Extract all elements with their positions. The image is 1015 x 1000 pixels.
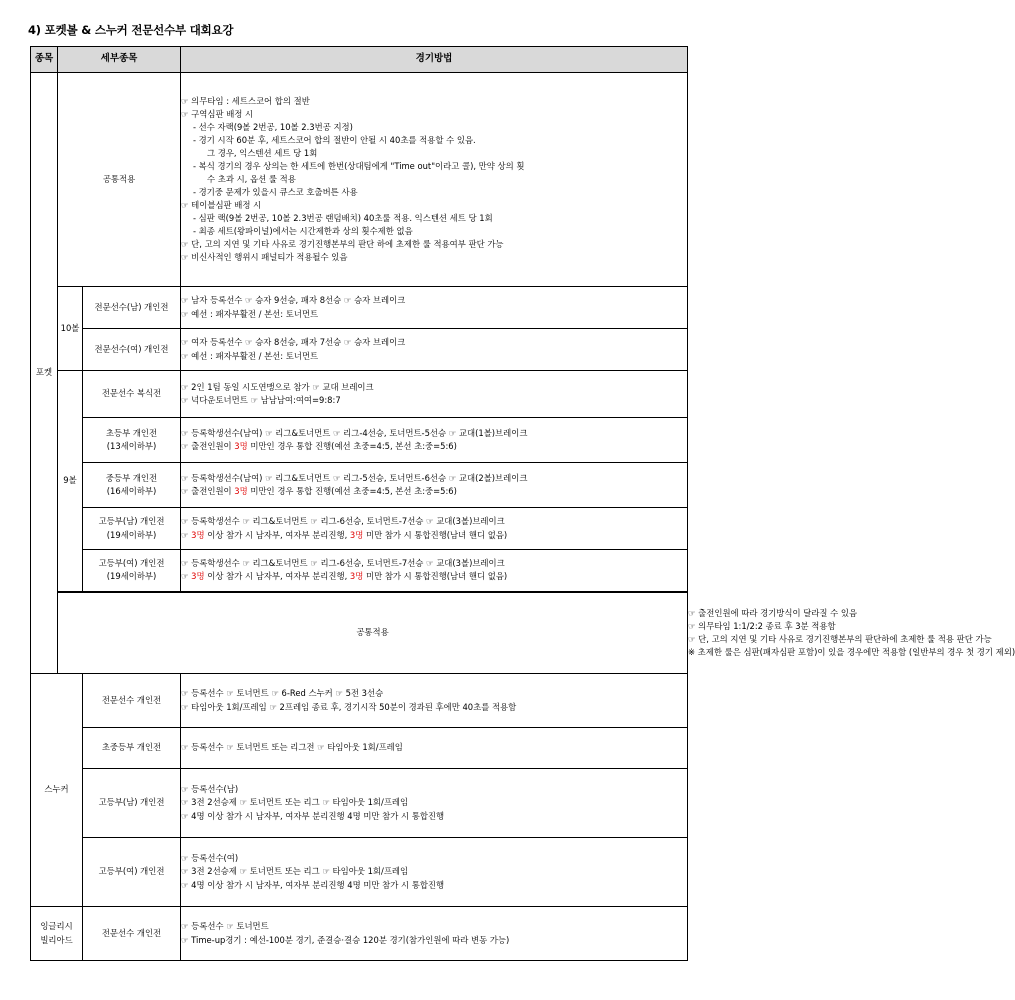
rule-line: - 선수 자랙(9볼 2번공, 10볼 2.3번공 지정) — [193, 121, 353, 132]
highlight-count: 3명 — [234, 441, 248, 451]
rule-line: ☞ 3전 2선승제 ☞ 토너먼트 또는 리그 ☞ 타임아웃 1회/프레임 — [181, 797, 409, 808]
row-label: 전문선수 복식전 — [83, 371, 181, 418]
row-label: 전문선수(여) 개인전 — [83, 329, 181, 371]
rule-line: ☞ 테이블심판 배정 시 — [181, 200, 262, 211]
highlight-count: 3명 — [191, 571, 205, 582]
rule-line: 수 초과 시, 옵션 룰 적용 — [207, 173, 296, 184]
row-label-sub: (16세이하부) — [106, 486, 157, 496]
table-row — [31, 371, 688, 418]
table-row — [31, 73, 688, 287]
table-row — [31, 508, 688, 550]
rules-cell — [181, 287, 688, 329]
table-row: 공통적용 ☞ 출전인원에 따라 경기방식이 달라질 수 있음 ☞ 의무타임 1:1/2:2 종료 후 3분 적용함 ☞ 단, 고의 지연 및 기타 사유로 경기진행본부의 판단하에 초제한 룰 적용 판단 가능 ※ 초제한 룰은 심판(패자심판 포함)이 있을 경우에만 적용함 (일반부의 경우 첫 경기 제외) — [31, 592, 688, 674]
header-event: 세부종목 — [58, 47, 181, 73]
row-label-main: 고등부(남) 개인전 — [98, 516, 165, 527]
rule-line: ☞ 등록선수 ☞ 토너먼트 ☞ 6-Red 스누커 ☞ 5전 3선승 — [181, 688, 384, 699]
rule-line: ☞ Time-up경기 : 예선-100분 경기, 준결승·결승 120분 경기(참가인원에 따라 변동 가능) — [181, 934, 510, 945]
row-label — [83, 463, 181, 508]
rule-line: 그 경우, 익스텐션 세트 당 1회 — [207, 147, 318, 158]
rule-text: 이상 참가 시 남자부, 여자부 분리진행, — [204, 529, 350, 540]
header-method: 경기방법 — [181, 47, 688, 73]
rule-line: ☞ 타임아웃 1회/프레임 ☞ 2프레임 종료 후, 경기시작 50분이 경과된 후에만 40초를 적용함 — [181, 701, 517, 712]
rules-cell — [181, 463, 688, 508]
table-row — [31, 838, 688, 907]
row-label-sub: (13세이하부) — [106, 441, 157, 451]
rule-text: 미만인 경우 통합 진행(예선 초중=4:5, 본선 초:중=5:6) — [247, 486, 457, 496]
rule-line: ☞ 3전 2선승제 ☞ 토너먼트 또는 리그 ☞ 타임아웃 1회/프레임 — [181, 866, 409, 877]
rules-cell — [181, 508, 688, 550]
rule-line: ☞ 등록학생선수 ☞ 리그&토너먼트 ☞ 리그-6선승, 토너먼트-7선승 ☞ 교대(3볼)브레이크 — [181, 558, 505, 569]
rule-line: ☞ 여자 등록선수 ☞ 승자 8선승, 패자 7선승 ☞ 승자 브레이크 — [181, 337, 406, 348]
rule-text: 미만 참가 시 통합진행(남녀 핸디 없음) — [363, 529, 508, 540]
rules-cell — [181, 73, 688, 287]
rule-text: ☞ 출전인원이 — [181, 441, 235, 451]
row-label: 고등부(여) 개인전 — [83, 838, 181, 907]
rule-line: ☞ 등록학생선수(남여) ☞ 리그&토너먼트 ☞ 리그-5선승, 토너먼트-6선승 ☞ 교대(2볼)브레이크 — [181, 472, 528, 483]
rules-cell — [181, 674, 688, 728]
rule-line: - 최종 세트(왕파이널)에서는 시간제한과 상의 횟수제한 없음 — [193, 226, 413, 237]
table-row — [31, 907, 688, 961]
rule-text: ☞ — [181, 529, 192, 540]
rules-cell — [181, 329, 688, 371]
table-row — [31, 769, 688, 838]
group-9ball: 9볼 — [58, 371, 83, 592]
table-header-row — [31, 47, 688, 73]
rule-text: 이상 참가 시 남자부, 여자부 분리진행, — [204, 571, 350, 582]
rule-line — [181, 570, 687, 583]
rules-cell — [181, 728, 688, 769]
table-row — [31, 329, 688, 371]
row-label: 공통적용 — [58, 592, 688, 674]
highlight-count: 3명 — [349, 571, 364, 582]
rule-line: ☞ 등록선수 ☞ 토너먼트 — [181, 921, 269, 932]
row-label-sub: (19세이하부) — [106, 571, 157, 582]
rule-line — [181, 440, 687, 453]
rule-text: 미만인 경우 통합 진행(예선 초중=4:5, 본선 초:중=5:6) — [247, 441, 457, 451]
row-label — [83, 418, 181, 463]
rule-line: - 심판 랙(9볼 2번공, 10볼 2.3번공 랜덤배치) 40초룰 적용. 익스텐션 세트 당 1회 — [193, 213, 493, 224]
rule-line: - 복식 경기의 경우 상의는 한 세트에 한번(상대팀에게 "Time out"이라고 콜), 만약 상의 횟 — [193, 160, 525, 171]
rule-line: ☞ 등록선수(남) — [181, 784, 239, 795]
rule-text: ☞ 출전인원이 — [181, 486, 235, 496]
row-label: 전문선수(남) 개인전 — [83, 287, 181, 329]
row-label: 전문선수 개인전 — [83, 907, 181, 961]
row-label: 전문선수 개인전 — [83, 674, 181, 728]
row-label — [83, 508, 181, 550]
row-label: 고등부(남) 개인전 — [83, 769, 181, 838]
table-row — [31, 674, 688, 728]
rule-line: ☞ 등록학생선수 ☞ 리그&토너먼트 ☞ 리그-6선승, 토너먼트-7선승 ☞ 교대(3볼)브레이크 — [181, 516, 505, 527]
rules-cell — [181, 838, 688, 907]
rule-line: ☞ 단, 고의 지연 및 기타 사유로 경기진행본부의 판단 하에 초제한 룰 적용여부 판단 가능 — [181, 239, 504, 250]
rule-text: 미만 참가 시 통합진행(남녀 핸디 없음) — [363, 571, 508, 582]
group-snooker: 스누커 — [31, 674, 83, 907]
row-label-sub: (19세이하부) — [106, 529, 157, 540]
rule-text: ☞ — [181, 571, 192, 582]
header-sport: 종목 — [31, 47, 58, 73]
rule-line — [181, 529, 687, 542]
row-label: 초중등부 개인전 — [83, 728, 181, 769]
rule-line — [181, 485, 687, 498]
group-english-billiards: 잉글리시 빌리아드 — [31, 907, 83, 961]
highlight-count: 3명 — [349, 529, 364, 540]
rule-line: - 경기 시작 60분 후, 세트스코어 합의 절반이 안될 시 40초를 적용할 수 있음. — [193, 134, 476, 145]
rules-cell — [181, 371, 688, 418]
rule-line: ☞ 구역심판 배정 시 — [181, 108, 254, 119]
table-row — [31, 287, 688, 329]
rule-line: ☞ 등록학생선수(남여) ☞ 리그&토너먼트 ☞ 리그-4선승, 토너먼트-5선승 ☞ 교대(1볼)브레이크 — [181, 427, 528, 438]
rule-line: ☞ 4명 이상 참가 시 남자부, 여자부 분리진행 4명 미만 참가 시 통합진행 — [181, 810, 445, 821]
group-pocket: 포켓 — [31, 73, 58, 674]
table-row — [31, 463, 688, 508]
rule-line: ☞ 예선 : 패자부활전 / 본선: 토너먼트 — [181, 308, 319, 319]
rule-line: ☞ 2인 1팀 동일 시도연맹으로 참가 ☞ 교대 브레이크 — [181, 381, 374, 392]
row-label-main: 초등부 개인전 — [105, 427, 158, 438]
rules-cell — [181, 769, 688, 838]
row-label — [83, 550, 181, 592]
rules-cell — [181, 907, 688, 961]
rules-cell — [181, 550, 688, 592]
rule-line: ☞ 넉다운토너먼트 ☞ 남남남여:여여=9:8:7 — [181, 395, 341, 405]
rule-line: ☞ 의무타임 : 세트스코어 합의 절반 — [181, 95, 310, 106]
highlight-count: 3명 — [191, 529, 205, 540]
page-title: 4) 포켓볼 & 스누커 전문선수부 대회요강 — [28, 23, 234, 37]
rule-line: - 경기중 문제가 있을시 큐스코 호출버튼 사용 — [193, 187, 358, 197]
highlight-count: 3명 — [234, 486, 248, 496]
row-label-main: 고등부(여) 개인전 — [98, 558, 165, 569]
row-label-main: 중등부 개인전 — [105, 472, 158, 483]
rule-line: ☞ 비신사적인 행위시 패널티가 적용될수 있음 — [181, 252, 348, 263]
rule-line: ☞ 등록선수 ☞ 토너먼트 또는 리그전 ☞ 타임아웃 1회/프레임 — [181, 742, 403, 753]
rule-line: ☞ 등록선수(여) — [181, 853, 239, 864]
rules-cell — [181, 418, 688, 463]
table-row — [31, 550, 688, 592]
table-row — [31, 728, 688, 769]
rule-line: ☞ 남자 등록선수 ☞ 승자 9선승, 패자 8선승 ☞ 승자 브레이크 — [181, 295, 406, 306]
table-row — [31, 418, 688, 463]
rule-line: ☞ 4명 이상 참가 시 남자부, 여자부 분리진행 4명 미만 참가 시 통합진행 — [181, 879, 445, 890]
rule-line: ☞ 예선 : 패자부활전 / 본선: 토너먼트 — [181, 350, 319, 361]
group-10ball: 10볼 — [58, 287, 83, 371]
row-label: 공통적용 — [58, 73, 181, 287]
rules-table — [30, 46, 1015, 961]
